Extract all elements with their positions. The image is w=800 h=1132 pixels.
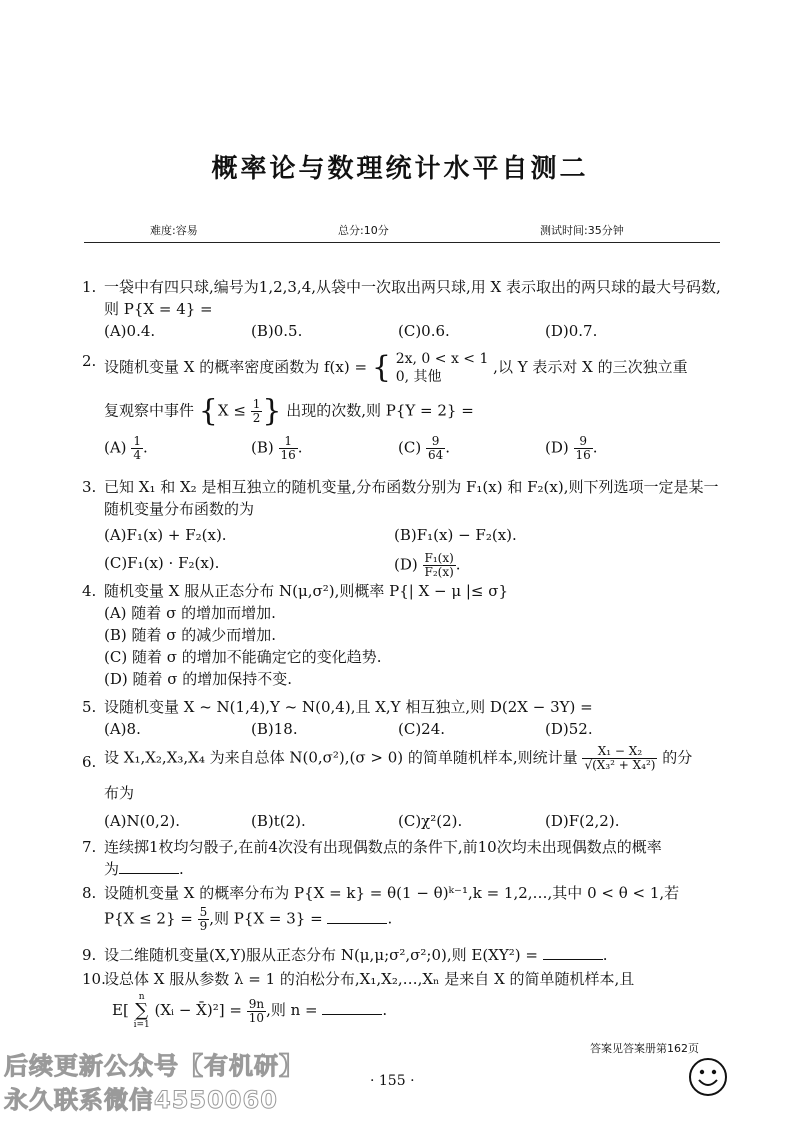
option-c: (C)χ²(2). <box>398 812 463 830</box>
option-b: (B)t(2). <box>251 812 306 830</box>
option-c: (C)24. <box>398 720 446 738</box>
option-b: (B) $\frac{1}{16}$ . <box>251 434 303 462</box>
question-number: 5. <box>82 698 97 716</box>
question-options <box>104 320 722 342</box>
option-b: (B)18. <box>251 720 298 738</box>
statistic-fraction: $\frac{\text{X₁ − X₂}}{\text{√(X₃² + X₄²)}}$ <box>584 744 656 772</box>
answer-reference: 答案见答案册第162页 <box>590 1042 699 1055</box>
summation: n ∑ i=1 <box>133 992 150 1030</box>
question-text: 设二维随机变量(X,Y)服从正态分布 N(μ,μ;σ²,σ²;0),则 E(XY²) = <box>104 946 538 964</box>
question-number: 1. <box>82 278 97 296</box>
option-d: (D)52. <box>545 720 593 738</box>
fraction: $\frac{9n}{10}$ <box>248 996 265 1025</box>
piecewise-cases: 2x, 0 < x < 1 0, 其他 <box>395 351 489 385</box>
page-number: · 155 · <box>370 1073 415 1089</box>
question-number: 6. <box>82 753 97 771</box>
question-number: 9. <box>82 946 97 964</box>
question-7: 7. 连续掷1枚均匀骰子,在前4次没有出现偶数点的条件下,前10次均未出现偶数点的概率 为 . <box>82 836 722 880</box>
question-number: 8. <box>82 884 97 902</box>
smiley-icon <box>688 1057 728 1097</box>
header-divider <box>84 242 720 243</box>
question-9: 9. 设二维随机变量(X,Y)服从正态分布 N(μ,μ;σ²,σ²;0),则 E(XY²) = . <box>82 946 608 964</box>
question-options <box>104 435 722 462</box>
option-b: (B) 随着 σ 的减少而增加. <box>104 626 277 644</box>
score-label: 总分:10分 <box>338 224 389 237</box>
question-5 <box>82 696 722 740</box>
option-d: (D) 随着 σ 的增加保持不变. <box>104 670 293 688</box>
question-text: 随机变量 X 服从正态分布 N(μ,σ²),则概率 P{| X − μ |≤ σ} <box>104 582 509 600</box>
answer-blank[interactable] <box>543 945 603 960</box>
question-number: 3. <box>82 478 97 496</box>
option-a: (A)F₁(x) + F₂(x). <box>104 526 227 544</box>
fraction: $\frac{5}{9}$ <box>199 905 208 933</box>
option-a: (A) 随着 σ 的增加而增加. <box>104 604 276 622</box>
page-title: 概率论与数理统计水平自测二 <box>211 154 589 184</box>
question-2 <box>82 350 722 462</box>
option-d: (D)F(2,2). <box>545 812 620 830</box>
question-number: 10. <box>82 970 106 988</box>
question-options <box>104 810 722 832</box>
question-3 <box>82 476 722 579</box>
question-options <box>104 552 722 579</box>
option-a: (A)8. <box>104 720 141 738</box>
option-c: (C)F₁(x) · F₂(x). <box>104 554 220 572</box>
question-text: 设总体 X 服从参数 λ = 1 的泊松分布,X₁,X₂,…,Xₙ 是来自 X 的简单随机样本,且 <box>104 970 635 988</box>
question-text: 设随机变量 X ~ N(1,4),Y ~ N(0,4),且 X,Y 相互独立,则 D(2X − 3Y) = <box>104 698 593 716</box>
question-8: 8. 设随机变量 X 的概率分布为 P{X = k} = θ(1 − θ)ᵏ⁻¹,k = 1,2,…,其中 0 < θ < 1,若 P{X ≤ 2} = $\frac{5}{9}$ ,则 P{X = 3} = . <box>82 882 722 933</box>
question-options <box>104 718 722 740</box>
question-10: 10. 设总体 X 服从参数 λ = 1 的泊松分布,X₁,X₂,…,Xₙ 是来自 X 的简单随机样本,且 E[ n ∑ i=1 (Xᵢ − X̄)²] = $\frac{9n}{10}$ ,则 n = . <box>82 968 722 1030</box>
option-a: (A) $\frac{1}{4}$ . <box>104 434 148 462</box>
question-number: 4. <box>82 582 97 600</box>
question-text: 复观察中事件 {X ≤ $\frac{1}{2}$ } 出现的次数,则 P{Y = 2} = <box>104 393 474 429</box>
option-d: (D) $\frac{\text{F₁(x)}}{\text{F₂(x)}}$ . <box>394 551 461 579</box>
watermark-line-1: 后续更新公众号【有机研】 <box>4 1052 304 1080</box>
question-options <box>104 524 722 546</box>
question-text: 连续掷1枚均匀骰子,在前4次没有出现偶数点的条件下,前10次均未出现偶数点的概率 <box>104 838 662 856</box>
option-b: (B)F₁(x) − F₂(x). <box>394 526 517 544</box>
option-c: (C) $\frac{9}{64}$ . <box>398 434 451 462</box>
answer-blank[interactable] <box>322 1000 382 1015</box>
question-text: 已知 X₁ 和 X₂ 是相互独立的随机变量,分布函数分别为 F₁(x) 和 F₂(x),则下列选项一定是某一随机变量分布函数的为 <box>104 478 719 518</box>
question-6: 6. 设 X₁,X₂,X₃,X₄ 为来自总体 N(0,σ²),(σ > 0) 的简单随机样本,则统计量 $\frac{\text{X₁ − X₂}}{\text{√(X₃² + X₄²)}}$ 的分 布为 (A)N(0,2). (B)t(2). (C)χ²(2). (D)F(2,2). <box>82 745 722 832</box>
question-number: 7. <box>82 838 97 856</box>
question-text: 设随机变量 X 的概率分布为 P{X = k} = θ(1 − θ)ᵏ⁻¹,k = 1,2,…,其中 0 < θ < 1,若 <box>104 884 680 902</box>
question-text: 设 X₁,X₂,X₃,X₄ 为来自总体 N(0,σ²),(σ > 0) 的简单随机样本,则统计量 $\frac{\text{X₁ − X₂}}{\text{√(X₃² + X₄²)}}$ 的分 <box>104 744 693 772</box>
question-1 <box>82 276 722 342</box>
question-text: 设随机变量 X 的概率密度函数为 f(x) = { 2x, 0 < x < 1 0, 其他 ,以 Y 表示对 X 的三次独立重 <box>104 350 688 385</box>
option-b: (B)0.5. <box>251 322 303 340</box>
question-number: 2. <box>82 352 97 370</box>
option-c: (C) 随着 σ 的增加不能确定它的变化趋势. <box>104 648 382 666</box>
option-d: (D) $\frac{9}{16}$ . <box>545 434 598 462</box>
time-label: 测试时间:35分钟 <box>540 224 624 237</box>
option-a: (A)0.4. <box>104 322 156 340</box>
answer-blank[interactable] <box>327 909 387 924</box>
option-d: (D)0.7. <box>545 322 598 340</box>
option-c: (C)0.6. <box>398 322 450 340</box>
question-4 <box>82 580 722 690</box>
answer-blank[interactable] <box>119 859 179 874</box>
watermark-line-2: 永久联系微信4550060 <box>4 1086 278 1114</box>
question-text: 一袋中有四只球,编号为1,2,3,4,从袋中一次取出两只球,用 X 表示取出的两只球的最大号码数,则 P{X = 4} = <box>104 278 721 318</box>
fraction: $\frac{1}{2}$ <box>252 397 261 425</box>
option-a: (A)N(0,2). <box>104 812 180 830</box>
difficulty-label: 难度:容易 <box>150 224 198 237</box>
